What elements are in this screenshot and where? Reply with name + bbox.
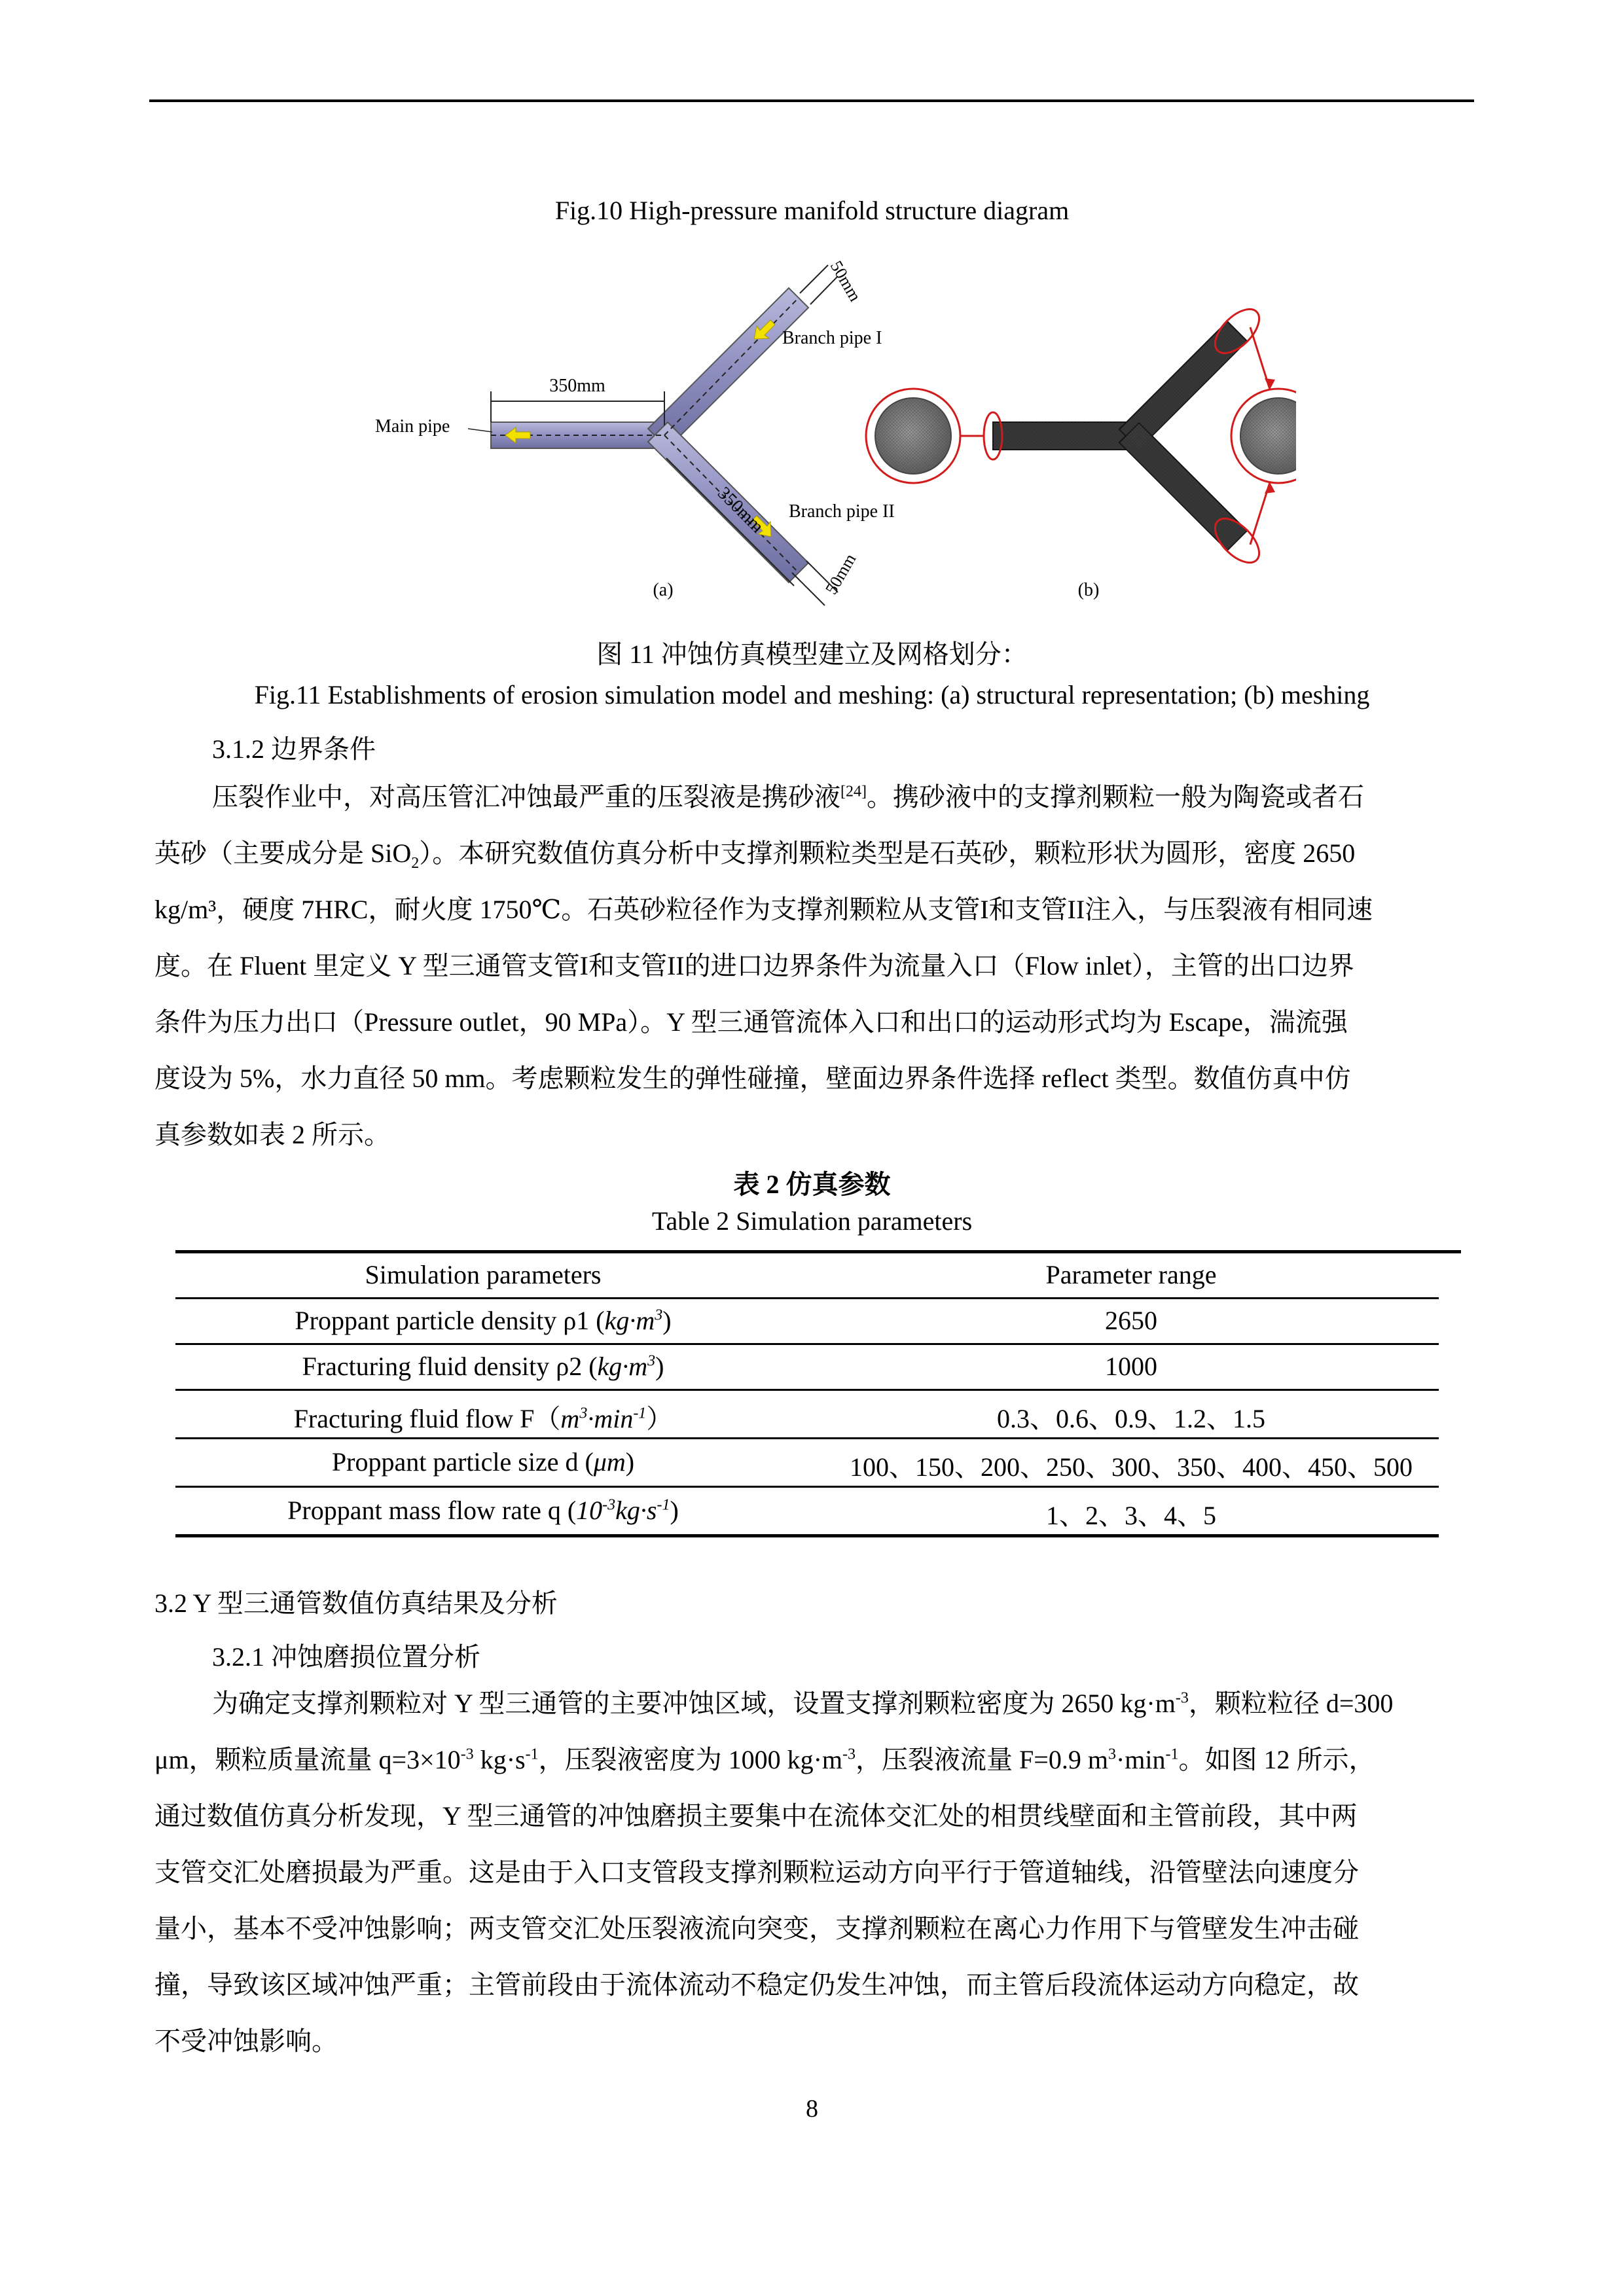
- table-row-param: Proppant particle density ρ1 $(kg\cdot m^3)$: [295, 1306, 672, 1335]
- fig10-caption: Fig.10 High-pressure manifold structure diagram: [554, 196, 1070, 225]
- section-3-2-1-heading: 3.2.1 冲蚀磨损位置分析: [212, 1642, 480, 1672]
- table-row-param: Fracturing fluid density ρ2 $(kg\cdot m^3)$: [302, 1352, 664, 1381]
- table-row-rule: [175, 1437, 1439, 1439]
- table-row-rule: [175, 1389, 1439, 1391]
- table-2-title-cn: 表 2 仿真参数: [733, 1170, 891, 1199]
- table-row-value: 2650: [1105, 1306, 1157, 1335]
- table-row-param: Proppant particle size d (μm): [331, 1447, 635, 1477]
- table-row-param: Fracturing fluid flow $F(m^3\cdot\min^{-1})$: [293, 1404, 673, 1433]
- table-row-value: 1、2、3、4、5: [1046, 1501, 1216, 1530]
- label-main-pipe: Main pipe: [375, 416, 450, 437]
- fig11-caption-en: Fig.11 Establishments of erosion simulation model and meshing: (a) structural representation; (b) meshing: [254, 680, 1370, 709]
- paragraph-erosion-position: 为确定支撑剂颗粒对 Y 型三通管的主要冲蚀区域，设置支撑剂颗粒密度为 2650 $kg\cdot m^{-3}$，颗粒粒径 d=300 μm，颗粒质量流量 $q=3\times 10^{-3}$ $kg\cdot s^{-1}$，压裂液密度为 1000 $kg\cdot m^{-3}$，压裂液流量 F=0.9 $m^3\cdot\min^{-1}$。如图 12 所示， 通过数值仿真分析发现，Y 型三通管的冲蚀磨损主要集中在流体交汇处的相贯线壁面和主管前段，其中两 支管交汇处磨损最为严重。这是由于入口支管段支撑剂颗粒运动方向平行于管道轴线，沿管壁法向速度分 量小，基本不受冲蚀影响；两支管交汇处压裂液流向突变，支撑剂颗粒在离心力作用下与管壁发生冲击碰 撞，导致该区域冲蚀严重；主管前段由于流体流动不稳定仍发生冲蚀，而主管后段流体运动方向稳定，故 不受冲蚀影响。: [154, 1689, 1394, 2056]
- dim-main-length: 350mm: [549, 376, 605, 396]
- dim-branch-length: 350mm: [713, 483, 768, 537]
- table-row-rule: [175, 1343, 1439, 1345]
- panel-b-label: (b): [1077, 580, 1100, 600]
- panel-b-mesh-model: [875, 321, 1296, 550]
- figure-11: [340, 242, 1296, 609]
- table-2-title-en: Table 2 Simulation parameters: [651, 1206, 973, 1236]
- table-top-rule: [175, 1250, 1461, 1253]
- fig11-caption-cn: 图 11 冲蚀仿真模型建立及网格划分：: [596, 639, 1028, 669]
- header-rule: [149, 99, 1474, 102]
- table-row-rule: [175, 1486, 1439, 1488]
- page-number: 8: [806, 2095, 818, 2123]
- paragraph-boundary-conditions: 压裂作业中，对高压管汇冲蚀最严重的压裂液是携砂液[24]。携砂液中的支撑剂颗粒一般为陶瓷或者石 英砂（主要成分是 SiO$_2$）。本研究数值仿真分析中支撑剂颗粒类型是石英砂，颗粒形状为圆形，密度 2650 kg/m³，硬度 7HRC，耐火度 1750℃。石英砂粒径作为支撑剂颗粒从支管I和支管II注入，与压裂液有相同速 度。在 Fluent 里定义 Y 型三通管支管I和支管II的进口边界条件为流量入口（Flow inlet），主管的出口边界 条件为压力出口（Pressure outlet，90 MPa）。Y 型三通管流体入口和出口的运动形式均为 Escape，湍流强 度设为 5%，水力直径 50 mm。考虑颗粒发生的弹性碰撞，壁面边界条件选择 reflect 类型。数值仿真中仿 真参数如表 2 所示。: [154, 782, 1373, 1149]
- section-3-2-heading: 3.2 Y 型三通管数值仿真结果及分析: [154, 1588, 558, 1618]
- label-branch-pipe-2: Branch pipe II: [789, 501, 895, 522]
- table-row-value: 1000: [1105, 1352, 1157, 1381]
- label-branch-pipe-1: Branch pipe I: [782, 328, 882, 348]
- table-header-rule: [175, 1297, 1439, 1299]
- dim-diameter-bottom: 50mm: [821, 550, 860, 598]
- table-row-value: 0.3、0.6、0.9、1.2、1.5: [997, 1404, 1265, 1433]
- table-bottom-rule: [175, 1534, 1439, 1537]
- dim-diameter-top: 50mm: [826, 257, 865, 305]
- table-row-value: 100、150、200、250、300、350、400、450、500: [850, 1452, 1413, 1482]
- table-header-range: Parameter range: [1045, 1260, 1217, 1289]
- panel-a-label: (a): [653, 580, 674, 600]
- section-3-1-2-heading: 3.1.2 边界条件: [212, 734, 376, 764]
- table-row-param: Proppant mass flow rate q $(10^{-3}kg\cdot s^{-1})$: [287, 1496, 679, 1525]
- table-header-parameters: Simulation parameters: [365, 1260, 602, 1289]
